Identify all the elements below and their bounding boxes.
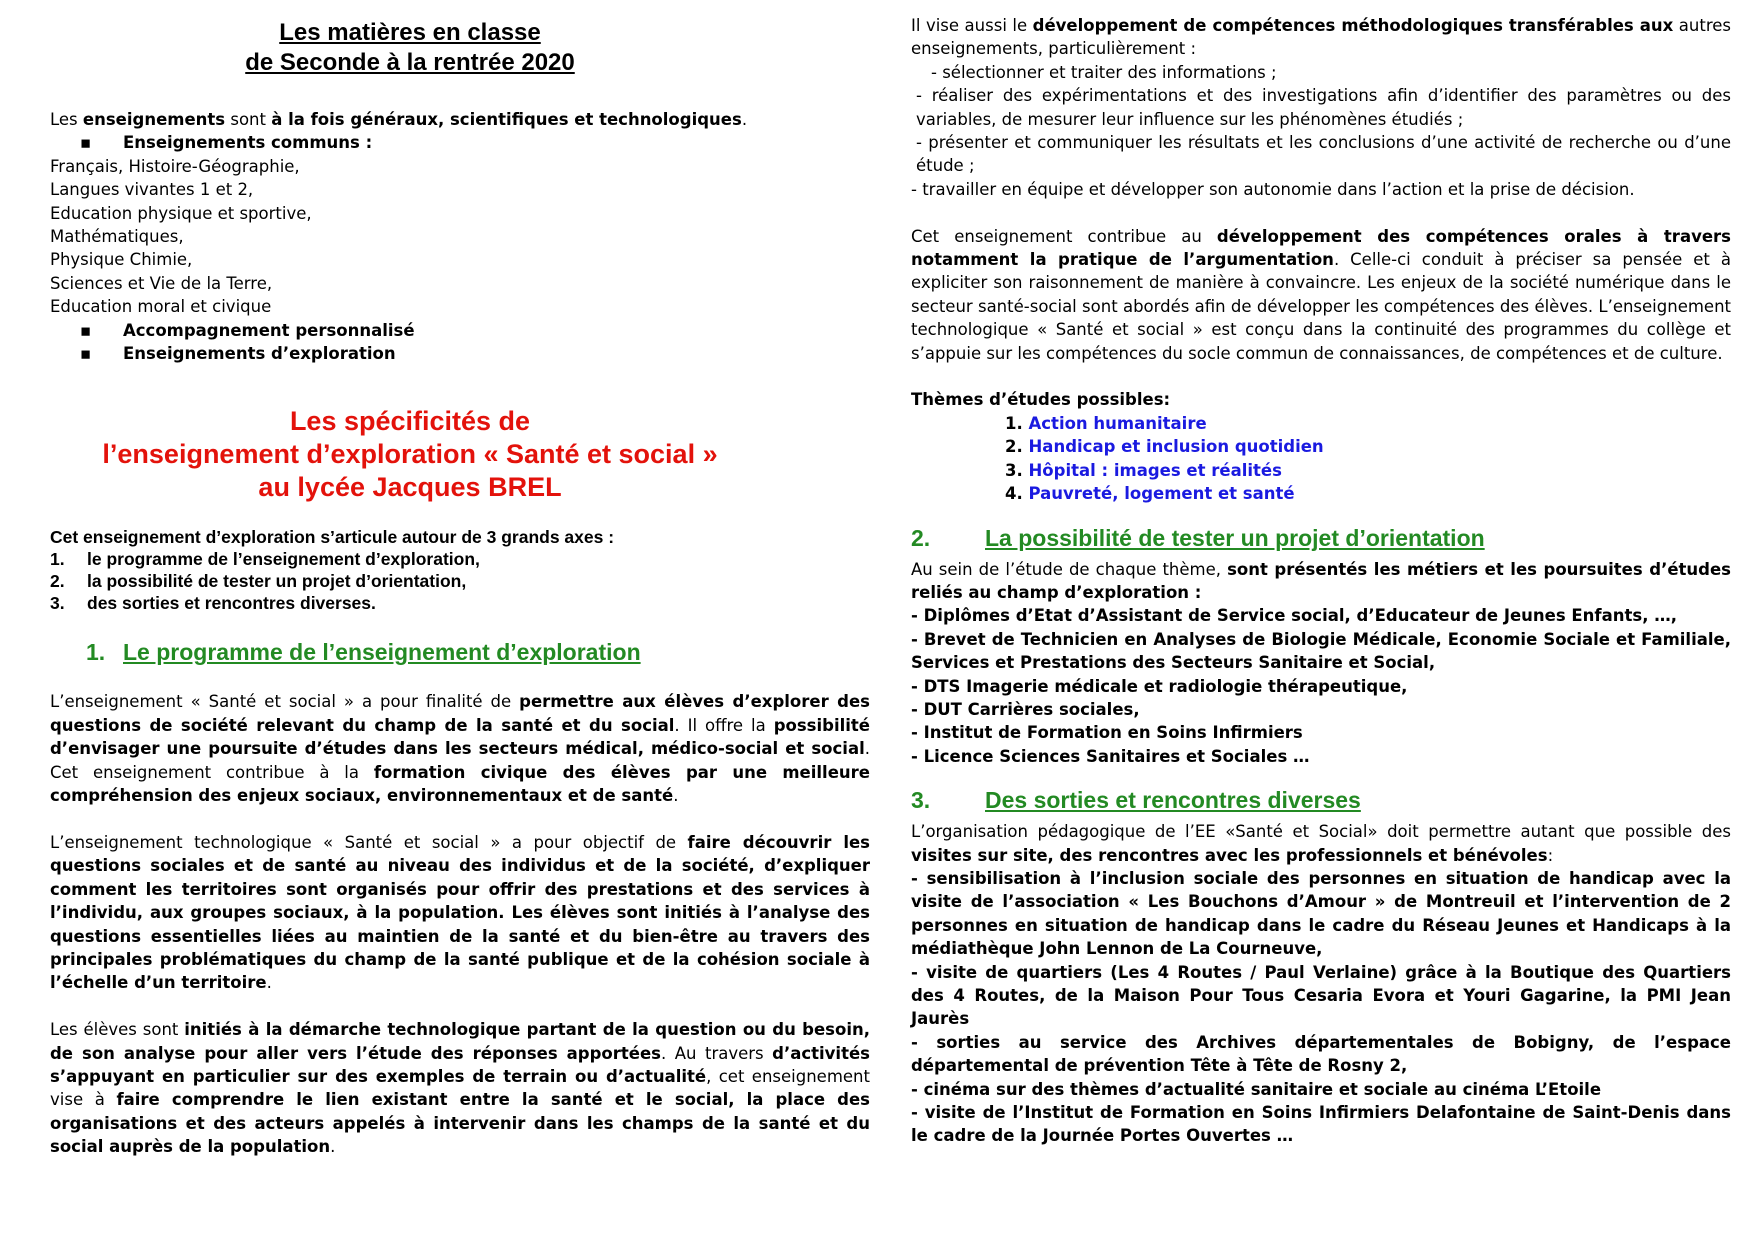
section1-number: 1. bbox=[86, 639, 106, 666]
theme-link: Hôpital : images et réalités bbox=[1028, 460, 1282, 480]
red-title-line: au lycée Jacques BREL bbox=[258, 472, 562, 503]
axis-number: 1. bbox=[50, 549, 65, 570]
section1-heading bbox=[50, 638, 870, 666]
paragraph-demarche: Les élèves sont initiés à la démarche technologique partant de la question ou du besoin, de son analyse pour aller vers l’étude des réponses apportées. Au travers d’activités s’appuyant en particulier sur des exemples de terrain ou d’actualité, cet enseignement vise à faire comprendre le lien existant entre la santé et le social, la place des organisations et des acteurs appelés à intervenir dans les champs de la santé et du social auprès de la population. bbox=[50, 1020, 871, 1157]
list-item: - présenter et communiquer les résultats et les conclusions d’une activité de recherche ou d’une étude ; bbox=[916, 133, 1731, 176]
list-item: - cinéma sur des thèmes d’actualité sanitaire et sociale au cinéma L’Etoile bbox=[911, 1079, 1602, 1099]
page-title-line1: Les matières en classe bbox=[279, 19, 541, 46]
themes-list bbox=[911, 412, 1731, 506]
intro-text: sont bbox=[225, 110, 272, 129]
subject-line: Physique Chimie, bbox=[50, 250, 193, 270]
sorties-list bbox=[911, 867, 1731, 1148]
bullet-item bbox=[50, 342, 870, 365]
red-title-line: Les spécificités de bbox=[289, 406, 531, 437]
subject-line: Mathématiques, bbox=[50, 227, 184, 247]
paragraph-oral: Cet enseignement contribue au développement des compétences orales à travers notamment la pratique de l’argumentation. Celle-ci conduit à préciser sa pensée et à expliciter son raisonnement de manière à convaincre. Les enjeux de la société numérique dans le secteur santé-social sont abordés afin de développer les compétences des élèves. L’enseignement technologique « Santé et social » est conçu dans la continuité des programmes du collège et s’appuie sur les compétences du socle commun de connaissances, de compétences et de culture. bbox=[911, 226, 1731, 363]
section2-heading bbox=[911, 524, 1731, 552]
bullet-label: Enseignements d’exploration bbox=[123, 344, 396, 364]
list-item: - Institut de Formation en Soins Infirmiers bbox=[911, 723, 1303, 743]
section1-title: Le programme de l’enseignement d’exploration bbox=[123, 639, 641, 666]
subject-line: Sciences et Vie de la Terre, bbox=[50, 273, 273, 293]
bullet-label: Accompagnement personnalisé bbox=[123, 320, 415, 340]
bullet-label: Enseignements communs : bbox=[123, 133, 373, 153]
paragraph-objectif: L’enseignement technologique « Santé et social » a pour objectif de faire découvrir les questions sociales et de santé au niveau des individus et de la société, d’expliquer comment les territoires sont organisés pour offrir des prestations et des services à l’individu, aux groupes sociaux, à la population. Les élèves sont initiés à l’analyse des questions essentielles liées au maintien de la santé et du bien-être au travers des principales problématiques du champ de la santé publique et de la cohésion sociale à l’échelle d’un territoire. bbox=[50, 832, 870, 993]
left-column bbox=[50, 14, 870, 1159]
list-item: - réaliser des expérimentations et des investigations afin d’identifier des paramètres ou des variables, de mesurer leur influence sur les phénomènes étudiés ; bbox=[916, 86, 1731, 129]
theme-link: Action humanitaire bbox=[1028, 413, 1207, 433]
axis-text: le programme de l’enseignement d’exploration, bbox=[87, 549, 480, 570]
bullet-list-other bbox=[50, 319, 870, 366]
subject-line: Education physique et sportive, bbox=[50, 203, 312, 223]
theme-link: Pauvreté, logement et santé bbox=[1028, 484, 1295, 504]
bullet-item bbox=[50, 131, 870, 154]
paragraph-finalite: L’enseignement « Santé et social » a pour finalité de permettre aux élèves d’explorer des questions de société relevant du champ de la santé et du social. Il offre la possibilité d’envisager une poursuite d’études dans les secteurs médical, médico-social et social. Cet enseignement contribue à la formation civique des élèves par une meilleure compréhension des enjeux sociaux, environnementaux et de santé. bbox=[50, 692, 871, 806]
themes-title: Thèmes d’études possibles: bbox=[911, 390, 1171, 410]
section2-title: La possibilité de tester un projet d’orientation bbox=[985, 524, 1485, 551]
intro-bold: enseignements bbox=[82, 110, 226, 129]
list-item: - Licence Sciences Sanitaires et Sociales … bbox=[911, 746, 1310, 766]
paragraph-competences: Il vise aussi le développement de compétences méthodologiques transférables aux autres enseignements, particulièrement : bbox=[911, 16, 1731, 59]
axis-text: des sorties et rencontres diverses. bbox=[87, 593, 376, 614]
subject-line: Français, Histoire-Géographie, bbox=[50, 156, 300, 176]
list-item: - sélectionner et traiter des informations ; bbox=[931, 62, 1277, 82]
axis-text: la possibilité de tester un projet d’orientation, bbox=[87, 571, 467, 592]
list-item: - visite de quartiers (Les 4 Routes / Paul Verlaine) grâce à la Boutique des Quartiers des 4 Routes, de la Maison Pour Tous Cesaria Evora et Youri Gagarine, la PMI Jean Jaurès bbox=[911, 962, 1731, 1029]
subject-line: Education moral et civique bbox=[50, 297, 272, 317]
axis-item bbox=[50, 592, 870, 614]
list-item: - sensibilisation à l’inclusion sociale des personnes en situation de handicap avec la visite de l’association « Les Bouchons d’Amour » de Montreuil et l’intervention de 2 personnes en situation de handicap dans le cadre du Réseau Jeunes et Handicaps à la médiathèque John Lennon de La Courneuve, bbox=[911, 868, 1731, 959]
bullet-list-common bbox=[50, 131, 870, 154]
red-title-line: l’enseignement d’exploration « Santé et social » bbox=[102, 439, 718, 470]
square-bullet-icon: ▪ bbox=[80, 344, 92, 364]
section2-number: 2. bbox=[911, 524, 931, 551]
axis-number: 2. bbox=[50, 571, 65, 592]
bullet-item bbox=[50, 319, 870, 342]
list-item: - travailler en équipe et développer son autonomie dans l’action et la prise de décision. bbox=[911, 179, 1635, 199]
subject-line: Langues vivantes 1 et 2, bbox=[50, 180, 254, 200]
section3-title: Des sorties et rencontres diverses bbox=[985, 787, 1361, 814]
metiers-list bbox=[911, 604, 1731, 768]
intro-paragraph bbox=[50, 108, 870, 131]
theme-item: 2. Handicap et inclusion quotidien bbox=[1005, 437, 1324, 457]
axis-item bbox=[50, 548, 870, 570]
list-item: - visite de l’Institut de Formation en Soins Infirmiers Delafontaine de Saint-Denis dans le cadre de la Journée Portes Ouvertes … bbox=[911, 1103, 1731, 1146]
page-title-line2: de Seconde à la rentrée 2020 bbox=[245, 49, 575, 76]
common-subjects-list bbox=[50, 155, 870, 319]
intro-bold: à la fois généraux, scientifiques et technologiques bbox=[271, 110, 742, 129]
competences-list bbox=[911, 61, 1731, 201]
paragraph-sorties: L’organisation pédagogique de l’EE «Santé et Social» doit permettre autant que possible des visites sur site, des rencontres avec les professionnels et bénévoles: bbox=[911, 822, 1731, 865]
right-column bbox=[911, 14, 1731, 1148]
intro-text: Les bbox=[50, 110, 83, 129]
section3-number: 3. bbox=[911, 787, 931, 814]
axis-number: 3. bbox=[50, 593, 65, 614]
axis-item bbox=[50, 570, 870, 592]
list-item: - DUT Carrières sociales, bbox=[911, 699, 1140, 719]
list-item: - Diplômes d’Etat d’Assistant de Service social, d’Educateur de Jeunes Enfants, …, bbox=[911, 606, 1677, 626]
square-bullet-icon: ▪ bbox=[80, 320, 92, 340]
theme-item: 4. Pauvreté, logement et santé bbox=[1005, 484, 1295, 504]
list-item: - DTS Imagerie médicale et radiologie thérapeutique, bbox=[911, 676, 1408, 696]
section3-heading bbox=[911, 786, 1731, 814]
theme-item: 3. Hôpital : images et réalités bbox=[1005, 460, 1282, 480]
axes-intro: Cet enseignement d’exploration s’articule autour de 3 grands axes : bbox=[50, 527, 615, 548]
intro-text: . bbox=[741, 110, 748, 129]
theme-item: 1. Action humanitaire bbox=[1005, 413, 1207, 433]
list-item: - Brevet de Technicien en Analyses de Biologie Médicale, Economie Sociale et Familiale, Services et Prestations des Secteurs Sanitaire et Social, bbox=[911, 629, 1731, 673]
paragraph-metiers: Au sein de l’étude de chaque thème, sont présentés les métiers et les poursuites d’études reliés au champ d’exploration : bbox=[911, 559, 1731, 602]
theme-link: Handicap et inclusion quotidien bbox=[1028, 437, 1324, 457]
list-item: - sorties au service des Archives départementales de Bobigny, de l’espace départemental de prévention Tête à Tête de Rosny 2, bbox=[911, 1032, 1731, 1076]
square-bullet-icon: ▪ bbox=[80, 133, 92, 153]
